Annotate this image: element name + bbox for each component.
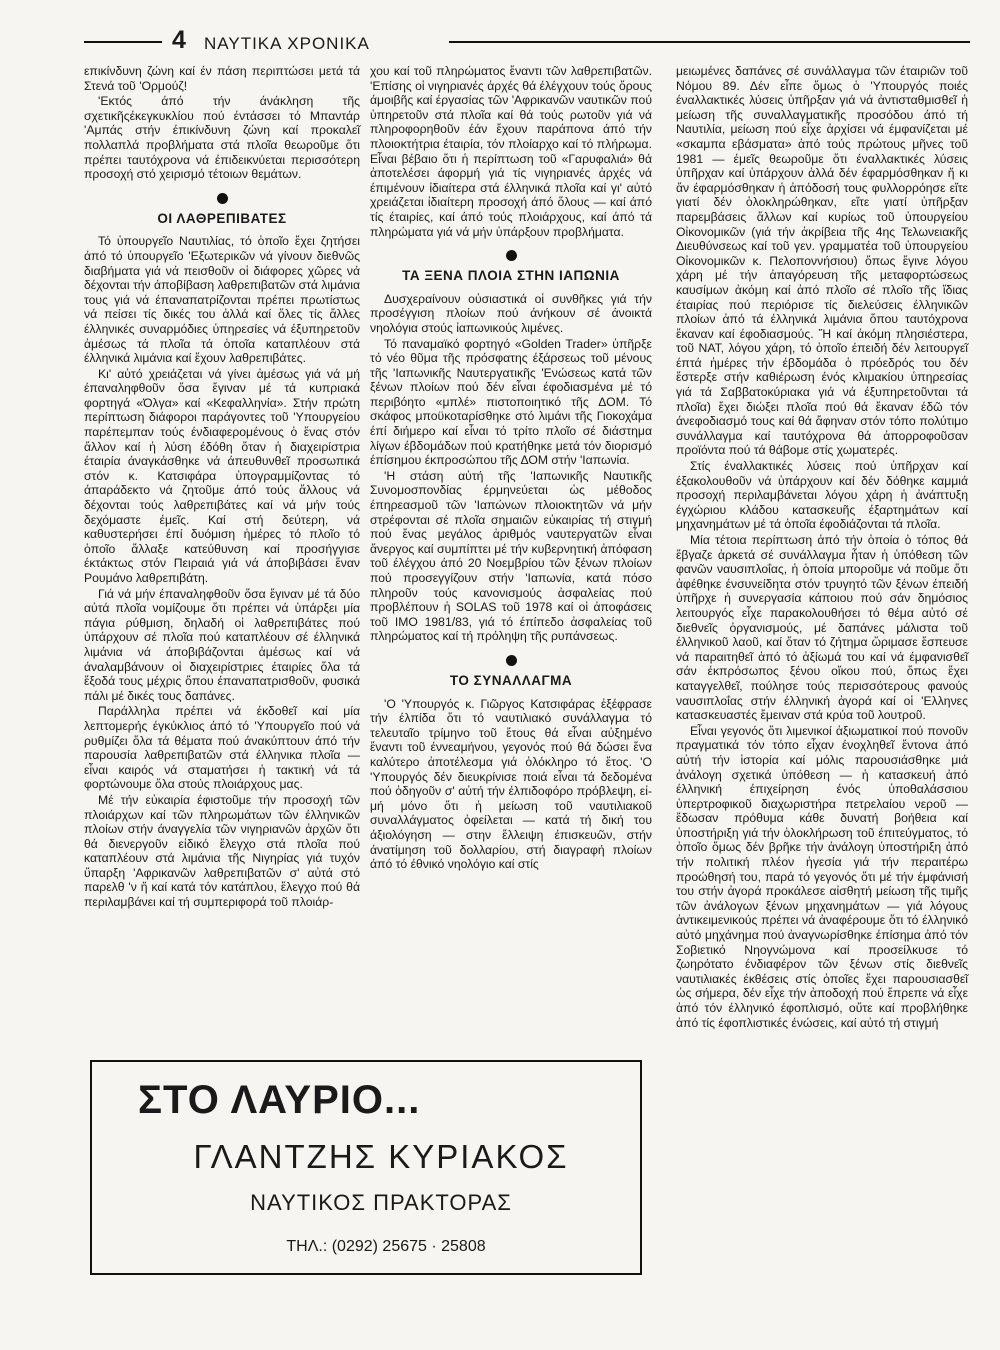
page-header: [84, 28, 970, 56]
header-rule-right: [449, 41, 970, 43]
paragraph: μειωμένες δαπάνες σέ συνάλλαγμα τῶν έταιριῶν τοῦ Νόμου 89. Δέν εἶπε ὅμως ὁ 'Υπουργός ποιές έναλλακτικές λύσεις ὑπῆρξαν γιά νά ἀντισταθμισθεῖ ἡ μείωση τῆς συναλλαγματικῆς προσόδου άπό τή Ναυτιλία, μείωση πού εἶχε ἀρχίσει νά έμφανίζεται μέ «σκαμπα εβάσματα» ἀπό τούς πρώτους μῆνες τοῦ 1981 — έμεῖς θεωροῦμε ὅτι έναλλακτικές λύσεις ὑπῆρχαν καί ὑπάρχουν ἀλλά δέν έφαρμόσθηκαν ἤ κι ἄν έφαρμόσθηκαν ἡ ἀπόδοσή τους φυλλορρόησε εἴτε γιατί δέν ὁλοκληρώθηκαν, εἴτε γιατί ὑπῆρξαν παρεμβάσεις ἄλλων καί κυρίως τοῦ ὑπουργείου Οἰκονομικῶν (γιά τήν ἀκρίβεια τῆς 4ης Τελωνειακῆς Διευθύνσεως καί τοῦ γεν. γραμματέα τοῦ ὑπουργείου Οἰκονομικῶν κ. Πελοποννήσιου) ὅπως ἔγινε λόγου χάρη μέ τήν ἀπαγόρευση τῆς μεταφορτώσεως καυσίμων ἀκόμη καί ἀπό πλοῖο σέ πλοῖο τῆς ἴδιας έταιρίας πού περιόρισε τίς διελεύσεις έλληνικῶν πλοίων ἀπό τά έλληνικά λιμάνια ὅπου ταυτόχρονα ἔκαναν καί έφοδιασμούς. Ἤ καί ἀκόμη πλησιέστερα, τοῦ NAT, λόγου χάρη, τό ὁποῖο έπειδή δέν λειτουργεῖ έπτά ἡμέρες τήν έβδομάδα ὁ πρόεδρός του δέν ἔστερξε στήν καθιέρωση ένός κλιμακίου ὑπηρεσίας γιά τά Σαββατοκύριακα γιά νά έξυπηρετοῦνται τά πλοῖα) ἔχει διώξει πλοῖα πού θά ἔκαναν έδῶ τόν άνεφοδιασμό τους καί θά ἄφηναν στόν τόπο πολύτιμο συνάλλαγμα καί ταυτόχρονα θά ἀπορροφοῦσαν προϊόντα πού τά θάβομε στίς χωματερές.: [676, 64, 968, 458]
section-bullet: [370, 249, 652, 265]
paragraph: Κι' αὐτό χρειάζεται νά γίνει ἀμέσως γιά νά μή έπαναληφθοῦν ὅσα ἔγιναν μέ τά κυπριακά φορτηγά «Όλγα» καί «Κεφαλληνία». Στήν πρώτη περίπτωση διάφοροι παράγοντες τοῦ 'Υπουργείου παρέπεμπαν τούς ένδιαφερομένους ὁ ἕνας στόν ἄλλον καί ἡ λύση έδόθη ὅταν ἡ διαχειρίστρια έταιρία άναγκάσθηκε νά άπευθυνθεῖ προσωπικά στόν κ. Κατσιφάρα ὑπογραμμίζοντας τό άπαράδεκτο νά ζητοῦμε άπό τούς ἄλλους νά δέχονται τούς λαθρεπιβάτες καί νά μήν τούς δεχόμαστε έμεῖς. Καί στή δεύτερη, νά καθυστερήσει έπί δυόμιση ἡμέρες τό πλοῖο τό ὁποῖο ἄλλαξε κατεύθυνση καί προσήγγισε έκτάκτως στόν Πειραιά γιά νά άποβιβάσει ἕναν Ρουμάνο λαθρεπιβάτη.: [84, 366, 360, 585]
paragraph: επικίνδυνη ζώνη καί έν πάση περιπτώσει μετά τά Στενά τοῦ 'Ορμούζ!: [84, 64, 360, 93]
section-title: ΤΑ ΞΕΝΑ ΠΛΟΙΑ ΣΤΗΝ ΙΑΠΩΝΙΑ: [402, 268, 620, 284]
paragraph: χου καί τοῦ πληρώματος ἔναντι τῶν λαθρεπιβατῶν. 'Επίσης οἱ νιγηριανές ἀρχές θά έλέγχουν τούς ὅρους άμοιβῆς καί έργασίας τῶν 'Αφρικανῶν ναυτικῶν πού ὑπηρετοῦν στά πλοῖα καί θά τούς ρωτοῦν γιά νά πληροφορηθοῦν έάν ἔχουν παράπονα άπό τήν πλοιοκτήτρια έταιρία, τόν πλοίαρχο καί τό πλήρωμα. Εἶναι βέβαιο ὅτι ἡ περίπτωση τοῦ «Γαρυφαλιά» θά ἀποτελέσει άφορμή γιά τίς νιγηριανές ἀρχές νά έπιμένουν ἰδιαίτερα στά έλληνικά πλοῖα καί γι' αὐτό χρειάζεται ἰδιαίτερη προσοχή άπό ὅλους — καί άπό τίς έταιρίες, καί άπό τούς πλοιάρχους, καί άπό τά πληρώματα γιά νά μήν ὑπάρξουν προβλήματα.: [370, 64, 652, 239]
paragraph: Τό παναμαϊκό φορτηγό «Golden Trader» ὑπῆρξε τό νέο θῦμα τῆς πρόσφατης έξάρσεως τοῦ μένους τῆς 'Ιαπωνικῆς Ναυτεργατικῆς 'Ενώσεως κατά τῶν ξένων πλοίων πού δέν εἶναι έφοδιασμένα μέ τό περιβόητο «μπλέ» πιστοποιητικό τῆς ΔΟΜ. Τό σκάφος μποϋκοταρίσθηκε στό λιμάνι τῆς Γιοκοχάμα έπί διήμερο καί εἶναι τό τρίτο πλοῖο σέ διάστημα λίγων έβδομάδων πού κρατήθηκε μετά τόν διορισμό έπίσημου έκπροσώπου τῆς ΔΟΜ στήν 'Ιαπωνία.: [370, 336, 652, 468]
paragraph: Στίς έναλλακτικές λύσεις πού ὑπῆρχαν καί έξακολουθοῦν νά ὑπάρχουν καί δέν δόθηκε καμμιά προσοχή περιλαμβάνεται λόγου χάρη ἡ ἀνάπτυξη έγχώριου κλάδου κατασκευῆς έξαρτημάτων καί μηχανημάτων μέ τά ὁποῖα έφοδιάζονται τά πλοῖα.: [676, 459, 968, 532]
section-title: ΤΟ ΣΥΝΑΛΛΑΓΜΑ: [449, 672, 573, 688]
paragraph: Μέ τήν εὐκαιρία έφιστοῦμε τήν προσοχή τῶν πλοιάρχων καί τῶν πληρωμάτων τῶν έλληνικῶν πλοίων στήν άναγγελία τῶν νιγηριανῶν ἀρχῶν ὅτι θά διενεργοῦν εἰδικό ἔλεγχο στά πλοῖα πού καταπλέουν στά λιμάνια τῆς Νιγηρίας γιά τυχόν ὕπαρξη 'Αφρικανῶν λαθρεπιβατῶν σ' αὐτά στό παρελθ 'ν ἤ καί κατά τόν κατάπλου, ἔλεγχο πού θά περιλαμβάνει καί τή συμπεριφορά τοῦ πλοιάρ-: [84, 792, 360, 910]
ad-title: ΣΤΟ ΛΑΥΡΙΟ...: [138, 1078, 421, 1122]
paragraph: Τό ὑπουργεῖο Ναυτιλίας, τό ὁποῖο ἔχει ζητήσει άπό τό ὑπουργεῖο 'Εξωτερικῶν νά γίνουν διεθνῶς διαβήματα γιά νά πεισθοῦν οἱ διάφορες χῶρες νά δέχονται τήν άποβίβαση λαθρεπιβατῶν στά λιμάνια τους γιά νά έπαναπατρίζονται πρέπει πρωτίστως νά πείσει τίς δικές του ἀλλά καί ὅλες τίς ἄλλες έλληνικές συναρμόδιες ὑπηρεσίες νά έξυπηρετοῦν ἀμέσως τά πλοῖα τά ὁποῖα καταπλέουν στά έλληνικά λιμάνια καί ἔχουν λαθρεπιβάτες.: [84, 234, 360, 366]
column-2: [370, 64, 652, 873]
column-1: [84, 64, 360, 911]
column-3: [676, 64, 968, 1031]
paragraph: Παράλληλα πρέπει νά έκδοθεῖ καί μία λεπτομερής έγκύκλιος άπό τό 'Υπουργεῖο πού νά ρυθμίζει ὅλα τά θέματα πού άνακύπτουν άπό τήν παρουσία λαθρεπιβατῶν στά έλληνικα πλοῖα — εἶναι καιρός νά σταματήσει ἡ τακτική νά τά φορτώνουμε ὅλα στούς πλοιάρχους μας.: [84, 704, 360, 792]
publication-title: ΝΑΥΤΙΚΑ ΧΡΟΝΙΚΑ: [204, 34, 370, 53]
paragraph: Εἶναι γεγονός ὅτι λιμενικοί ἀξιωματικοί πού πονοῦν πραγματικά τόν τόπο εἶχαν ένοχληθεῖ ἔντονα ἀπό αὐτή τήν ἱστορία καί μόλις παρουσιάσθηκε μιά ἀνάλογη σχετικά ὑπόθεση — ἡ κατασκευή ἀπό έλληνική έπιχείρηση ένός ὑποθαλάσσιου ὑπερτροφικοῦ διαχωριστήρα πετρελαίου νεροῦ — ἔδωσαν πρόθυμα κάθε δυνατή βοήθεια καί ὑποστήριξη γιά τήν ὁλοκλήρωση τοῦ έπιτεύγματος, τό ὁποῖο ὅμως δέν βρῆκε τήν ἀνάλογη ὑποστήριξη ἀπό τήν πολιτική πλέον ἡγεσία γιά τήν περαιτέρω προώθησή του, παρά τό γεγονός ὅτι μέ τήν έμφάνισή του στήν ἀγορά προκάλεσε αἰσθητή μείωση τῆς τιμῆς τῶν ἀνάλογων ξένων μηχανημάτων — γιά λόγους ἀντικειμενικούς πρέπει νά ἀναφέρουμε ὅτι τό έλληνικό αὐτό μηχάνημα πού ἀναγνωρίσθηκε έπίσημα ἀπό τόν Σοβιετικό Νηογνώμονα καί προσείλκυσε τό ζωηρότατο ένδιαφέρον τῶν ξένων στίς διεθνεῖς ναυτιλιακές έκθέσεις στίς ὁποῖες ἔχει παρουσιασθεῖ ὡς σήμερα, δέν εἶχε τήν ἀποδοχή πού ἔπρεπε νά εἶχε ἀπό τόν έλληνικό έφοπλισμό, οὔτε καί προβλήθηκε ἀπό τίς έφοπλιστικές ένώσεις, καί αὐτό τή στιγμή: [676, 723, 968, 1030]
header-rule-left: [84, 41, 162, 43]
ad-name: ΓΛΑΝΤΖΗΣ ΚΥΡΙΑΚΟΣ: [193, 1138, 569, 1175]
paragraph: Δυσχεραίνουν οὐσιαστικά οἱ συνθῆκες γιά τήν προσέγγιση πλοίων πού άνήκουν σέ άνοικτά νηολόγια στούς ἰαπωνικούς λιμένες.: [370, 291, 652, 335]
paragraph: 'Εκτός άπό τήν άνάκληση τῆς σχετικῆςέκεγκυκλίου πού έντάσσει τό Μπαντάρ 'Αμπάς στήν έπικίνδυνη ζώνη καί προκαλεῖ πολλαπλά προβλήματα στά πλοῖα θεωροῦμε ὅτι πρέπει ταυτόχρονα νά έπιδεικνύεται περισσότερη προσοχή στό χειρισμό τέτοιων θεμάτων.: [84, 94, 360, 182]
section-title: ΟΙ ΛΑΘΡΕΠΙΒΑΤΕΣ: [157, 210, 287, 226]
paragraph: 'Η στάση αὐτή τῆς 'Ιαπωνικῆς Ναυτικῆς Συνομοσπονδίας έρμηνεύεται ὡς μέθοδος έπηρεασμοῦ τῶν 'Ιαπώνων πλοιοκτητῶν νά μήν στρέφονται σέ πλοῖα σημαιῶν εὐκαιρίας τή στιγμή πού ἕνας μεγάλος ἀριθμός ναυτεργατῶν εἶναι ἄνεργος καί συμπίπτει μέ τήν κυβερνητική ἀπόφαση τοῦ έλέγχου άπό 20 Νοεμβρίου τῶν ξένων πλοίων πού προσεγγίζουν στήν 'Ιαπωνία, κατά πόσο πληροῦν τούς κανονισμούς ἀσφαλείας πού προβλέπουν ἡ SOLAS τοῦ 1978 καί οἱ ἀποφάσεις τοῦ IMO 1981/83, γιά τό έπίπεδο ἀσφαλείας τοῦ πληρώματος καί τή πρόληψη τῆς ρυπάνσεως.: [370, 468, 652, 644]
ad-phone: ΤΗΛ.: (0292) 25675 · 25808: [286, 1238, 486, 1255]
page-number: 4: [172, 26, 186, 54]
paragraph: 'Ο 'Υπουργός κ. Γιῶργος Κατσιφάρας ἐξέφρασε τήν έλπίδα ὅτι τό ναυτιλιακό συνάλλαγμα τό τελευταῖο τρίμηνο τοῦ ἔτους θά εἶναι αὐξημένο ἔναντι τοῦ έννεαμήνου, γεγονός πού θά δώσει ἕνα καλύτερο ἀποτέλεσμα γιά ὁλόκληρο τό ἔτος. 'Ο 'Υπουργός δέν διευκρίνισε ποιά εἶναι τά δεδομένα πού ὁδηγοῦν σ' αὐτή τήν έλπιδοφόρο πρόβλεψη, εἰ-μή μόνο ὅτι ἡ μείωση τοῦ ναυτιλιακοῦ συναλλάγματος ὀφείλεται — κατά τή δική του άξιολόγηση — στην ἔλλειψη έπισκευῶν, στήν άνατίμηση τοῦ δολλαρίου, στή διαγραφή πλοίων άπό τό έθνικό νηολόγιο καί στίς: [370, 696, 652, 872]
section-bullet: [370, 654, 652, 670]
section-bullet: [84, 192, 360, 208]
ad-role: ΝΑΥΤΙΚΟΣ ΠΡΑΚΤΟΡΑΣ: [250, 1190, 512, 1215]
advertisement-box: [90, 1060, 642, 1275]
paragraph: Γιά νά μήν έπαναληφθοῦν ὅσα ἔγιναν μέ τά δύο αὐτά πλοῖα νομίζουμε ὅτι πρέπει νά ὑπάρξει μία πάγια ρύθμιση, δηλαδή οἱ λαθρεπιβάτες πού ὑπάρχουν σέ πλοῖα πού καταπλέουν σέ έλληνικά λιμάνια νά άποβιβάζονται ἀμέσως καί νά άναλαμβάνουν οἱ διαχειρίστριες έταιρίες ὅλα τά ἔξοδά τους μέχρις ὅπου έπαναπατρισθοῦν, φυσικά πάλι μέ δικές τους δαπάνες.: [84, 586, 360, 703]
paragraph: Μία τέτοια περίπτωση ἀπό τήν ὁποία ὁ τόπος θά ἔβγαζε ἀρκετά σέ συνάλλαγμα ἦταν ἡ ὑπόθεση τῶν φανῶν ναυσιπλοΐας, ἡ ὁποία μποροῦμε νά ποῦμε ὅτι ἀφέθηκε ένσυνείδητα στόν τρυγητό τῶν ξένων έπειδή ὑπῆρχε ἡ συνεργασία κάποιου πού σάν δημόσιος λειτουργός εἶχε παρακολουθήσει τό θέμα αὐτό σέ διεθνεῖς ὀργανισμούς, μέ δαπάνες μάλιστα τοῦ έλληνικοῦ λαοῦ, καί ὅταν τό ζήτημα ὥριμασε ἔσπευσε νά παραιτηθεῖ ἀπό τό ἀξίωμά του καί νά έμφανισθεῖ σάν έκπρόσωπος ξένου οἴκου πού, ὅπως ἔχει καταγγελθεῖ, πούλησε τούς περισσότερους φανούς ναυσιπλοΐας στήν έλληνική ἀγορά καί οἱ 'Ελληνες κατασκευαστές ἔμειναν στά κρύα τοῦ λουτροῦ.: [676, 533, 968, 723]
